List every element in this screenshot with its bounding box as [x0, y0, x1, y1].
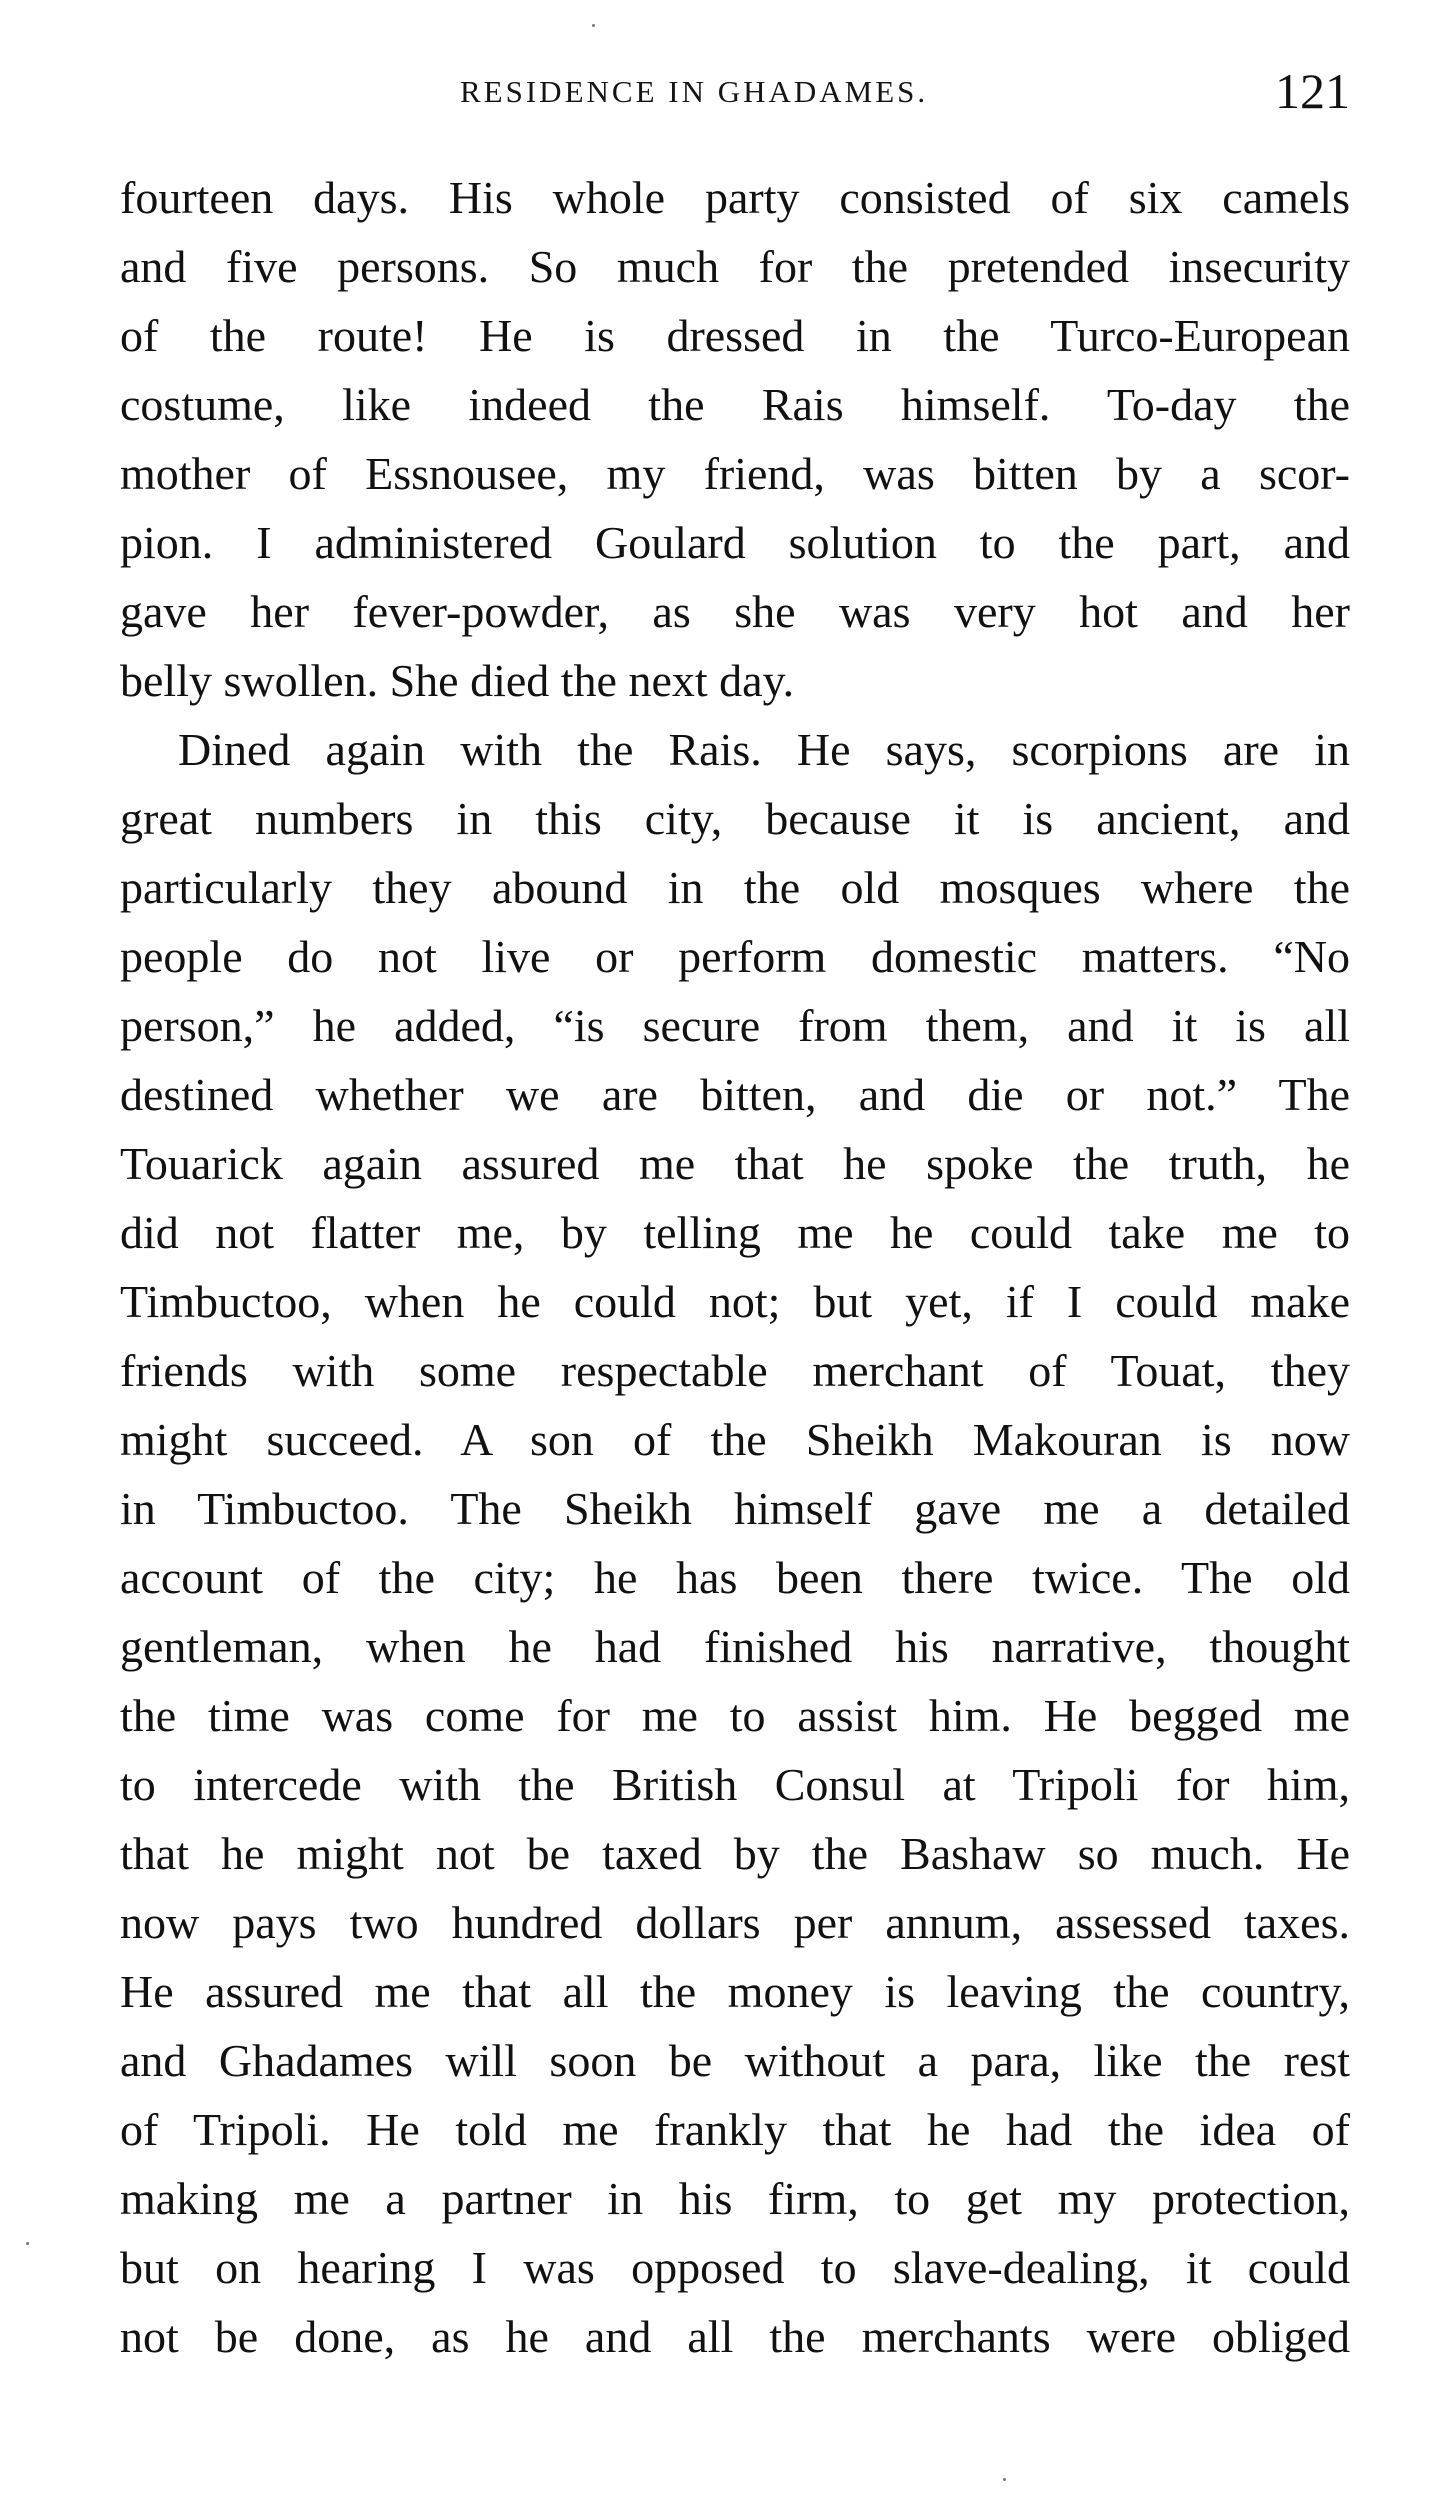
text-line: great numbers in this city, because it is ancient, and: [120, 793, 1350, 844]
text-line: He assured me that all the money is leaving the country,: [120, 1966, 1350, 2017]
text-line: Timbuctoo, when he could not; but yet, if I could make: [120, 1276, 1350, 1327]
text-line: not be done, as he and all the merchants were obliged: [120, 2311, 1350, 2362]
text-line: belly swollen. She died the next day.: [120, 655, 795, 706]
text-line: might succeed. A son of the Sheikh Makouran is now: [120, 1414, 1350, 1465]
text-line: of the route! He is dressed in the Turco-European: [120, 310, 1350, 361]
text-line: and five persons. So much for the pretended insecurity: [120, 241, 1350, 292]
text-line: destined whether we are bitten, and die or not.” The: [120, 1069, 1350, 1120]
text-line: did not flatter me, by telling me he could take me to: [120, 1207, 1350, 1258]
paper-speck: [592, 24, 595, 27]
paper-speck: [1003, 2478, 1006, 2481]
text-line: but on hearing I was opposed to slave-dealing, it could: [120, 2242, 1350, 2293]
body-text: [120, 163, 1350, 2371]
paragraph-2: [120, 715, 1350, 2371]
text-line: to intercede with the British Consul at Tripoli for him,: [120, 1759, 1350, 1810]
text-line: pion. I administered Goulard solution to the part, and: [120, 517, 1350, 568]
text-line: particularly they abound in the old mosques where the: [120, 862, 1350, 913]
text-line: people do not live or perform domestic matters. “No: [120, 931, 1350, 982]
paper-speck: [26, 2242, 29, 2245]
text-line: that he might not be taxed by the Bashaw so much. He: [120, 1828, 1350, 1879]
text-line: now pays two hundred dollars per annum, assessed taxes.: [120, 1897, 1350, 1948]
page-number: 121: [1275, 63, 1350, 119]
text-line: gentleman, when he had finished his narrative, thought: [120, 1621, 1350, 1672]
text-line: account of the city; he has been there twice. The old: [120, 1552, 1350, 1603]
text-line: Dined again with the Rais. He says, scorpions are in: [178, 724, 1350, 775]
text-line: friends with some respectable merchant of Touat, they: [120, 1345, 1350, 1396]
text-line: the time was come for me to assist him. He begged me: [120, 1690, 1350, 1741]
text-line: costume, like indeed the Rais himself. To-day the: [120, 379, 1350, 430]
running-head: [120, 62, 1350, 122]
paragraph-1: [120, 163, 1350, 715]
text-line: mother of Essnousee, my friend, was bitten by a scor-: [120, 448, 1350, 499]
text-line: and Ghadames will soon be without a para, like the rest: [120, 2035, 1350, 2086]
text-line: of Tripoli. He told me frankly that he had the idea of: [120, 2104, 1350, 2155]
text-line: gave her fever-powder, as she was very hot and her: [120, 586, 1350, 637]
text-line: in Timbuctoo. The Sheikh himself gave me a detailed: [120, 1483, 1350, 1534]
text-line: Touarick again assured me that he spoke the truth, he: [120, 1138, 1350, 1189]
text-line: making me a partner in his firm, to get my protection,: [120, 2173, 1350, 2224]
text-line: person,” he added, “is secure from them, and it is all: [120, 1000, 1350, 1051]
running-title: RESIDENCE IN GHADAMES.: [460, 74, 929, 109]
text-line: fourteen days. His whole party consisted of six camels: [120, 172, 1350, 223]
